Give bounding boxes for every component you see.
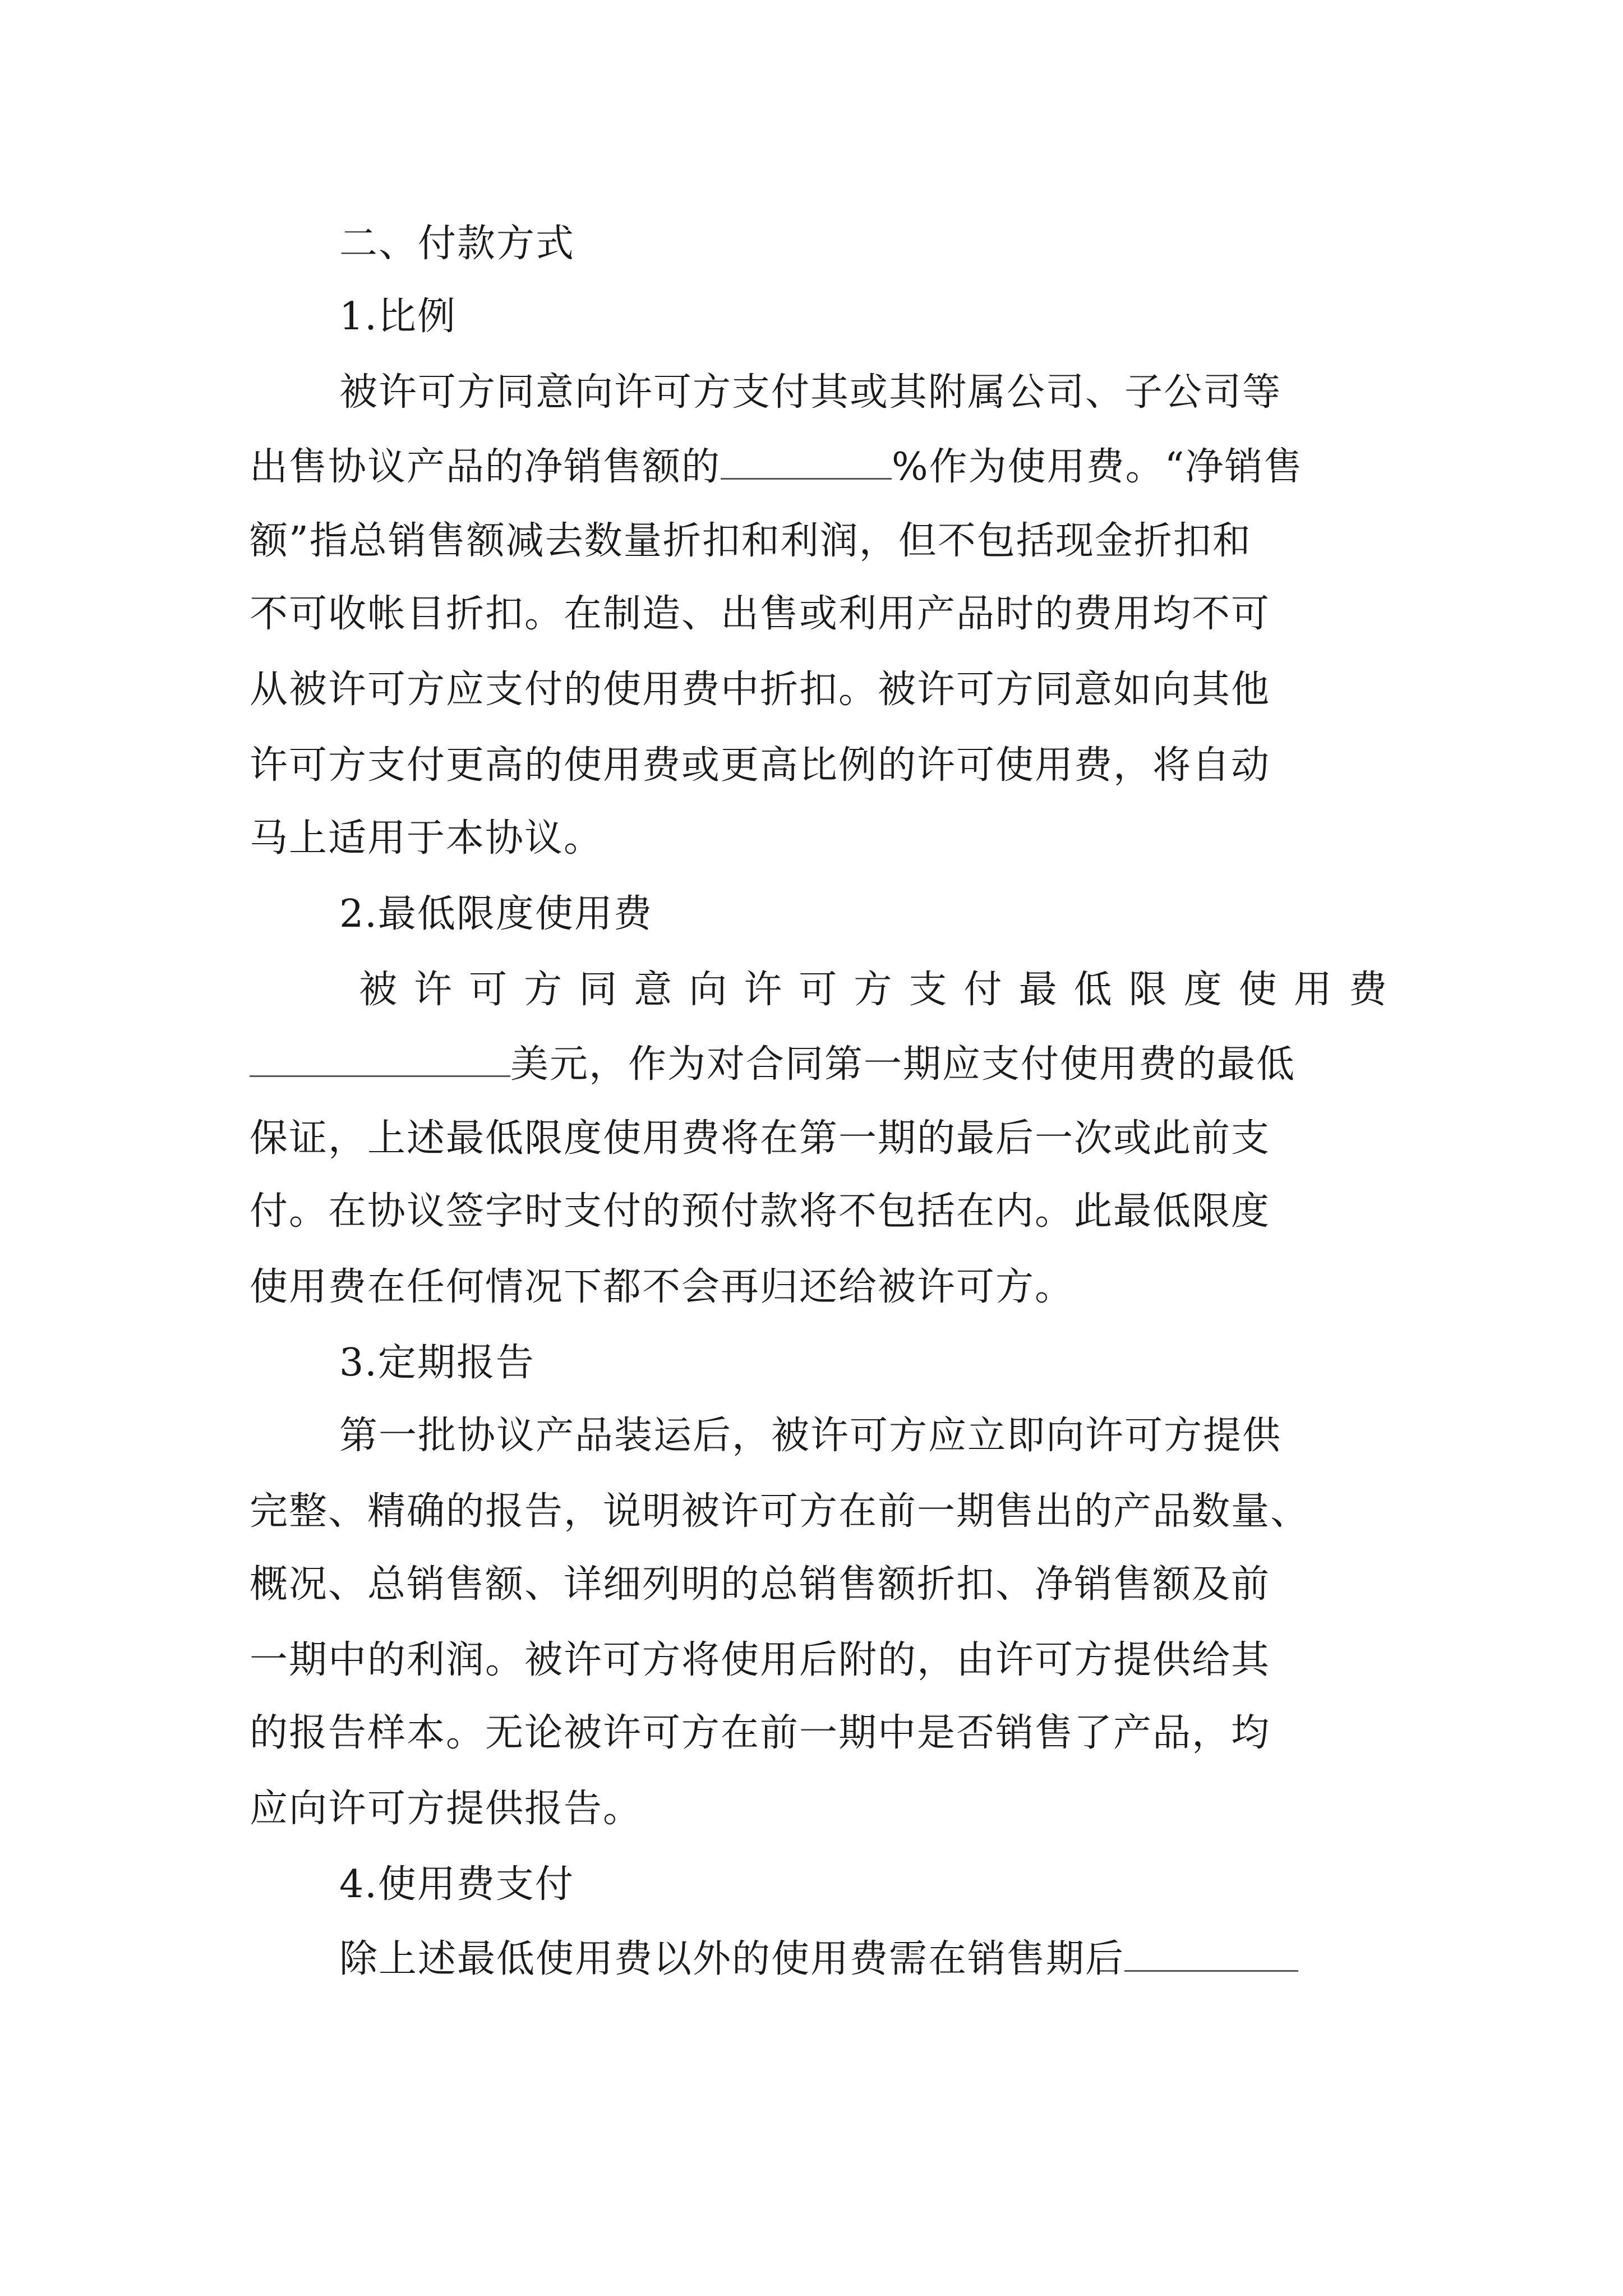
justified-char: 使 bbox=[1238, 968, 1278, 1012]
justified-char: 可 bbox=[469, 968, 509, 1012]
paragraph-line: 从被许可方应支付的使用费中折扣。被许可方同意如向其他 bbox=[250, 668, 1271, 712]
justified-char: 意 bbox=[634, 968, 674, 1012]
paragraph-line: 额”指总销售额减去数量折扣和利润，但不包括现金折扣和 bbox=[250, 519, 1252, 563]
paragraph-line: 付。在协议签字时支付的预付款将不包括在内。此最低限度 bbox=[250, 1189, 1271, 1234]
paragraph-line-with-blank bbox=[250, 1041, 1295, 1085]
item-heading-ratio: 1.比例 bbox=[339, 295, 457, 339]
paragraph-line: 完整、精确的报告，说明被许可方在前一期售出的产品数量、 bbox=[250, 1489, 1310, 1534]
justified-char: 用 bbox=[1293, 968, 1333, 1012]
justified-char: 向 bbox=[689, 968, 728, 1012]
justified-char: 支 bbox=[909, 968, 948, 1012]
justified-char: 许 bbox=[414, 968, 454, 1012]
paragraph-line: 许可方支付更高的使用费或更高比例的许可使用费，将自动 bbox=[250, 743, 1271, 788]
paragraph-line: 的报告样本。无论被许可方在前一期中是否销售了产品，均 bbox=[250, 1711, 1271, 1755]
fill-in-blank-percentage bbox=[721, 443, 892, 480]
paragraph-line: 马上适用于本协议。 bbox=[250, 816, 603, 861]
item-heading-minimum-royalty: 2.最低限度使用费 bbox=[339, 892, 653, 936]
justified-char: 限 bbox=[1128, 968, 1168, 1012]
justified-char: 许 bbox=[744, 968, 783, 1012]
item-heading-periodic-report: 3.定期报告 bbox=[339, 1341, 535, 1385]
line-text: 出售协议产品的净销售额的 bbox=[250, 445, 721, 489]
justified-char: 同 bbox=[579, 968, 619, 1012]
paragraph-line: 不可收帐目折扣。在制造、出售或利用产品时的费用均不可 bbox=[250, 592, 1271, 636]
paragraph-line: 被许可方同意向许可方支付其或其附属公司、子公司等 bbox=[339, 370, 1282, 415]
paragraph-line-with-blank bbox=[339, 1935, 1298, 1980]
justified-char: 度 bbox=[1183, 968, 1223, 1012]
line-text: 美元，作为对合同第一期应支付使用费的最低 bbox=[510, 1042, 1296, 1087]
justified-char: 最 bbox=[1018, 968, 1058, 1012]
paragraph-line-with-blank bbox=[250, 443, 1303, 488]
justified-char: 可 bbox=[799, 968, 838, 1012]
justified-char: 低 bbox=[1073, 968, 1113, 1012]
item-heading-royalty-payment: 4.使用费支付 bbox=[339, 1862, 574, 1907]
justified-char: 方 bbox=[854, 968, 893, 1012]
justified-char: 方 bbox=[524, 968, 564, 1012]
paragraph-line: 一期中的利润。被许可方将使用后附的，由许可方提供给其 bbox=[250, 1638, 1271, 1682]
line-text: 除上述最低使用费以外的使用费需在销售期后 bbox=[339, 1937, 1125, 1981]
fill-in-blank-amount bbox=[250, 1041, 510, 1077]
paragraph-line: 使用费在任何情况下都不会再归还给被许可方。 bbox=[250, 1265, 1075, 1309]
paragraph-line: 保证，上述最低限度使用费将在第一期的最后一次或此前支 bbox=[250, 1116, 1271, 1161]
paragraph-line-justified bbox=[359, 968, 1388, 1013]
justified-char: 费 bbox=[1348, 968, 1388, 1012]
fill-in-blank-period bbox=[1124, 1935, 1298, 1972]
line-text: %作为使用费。“净销售 bbox=[892, 445, 1303, 489]
paragraph-line: 第一批协议产品装运后，被许可方应立即向许可方提供 bbox=[339, 1414, 1282, 1458]
section-title: 二、付款方式 bbox=[339, 222, 575, 266]
justified-char: 被 bbox=[359, 968, 399, 1012]
paragraph-line: 应向许可方提供报告。 bbox=[250, 1787, 643, 1831]
paragraph-line: 概况、总销售额、详细列明的总销售额折扣、净销售额及前 bbox=[250, 1562, 1271, 1607]
justified-char: 付 bbox=[963, 968, 1003, 1012]
